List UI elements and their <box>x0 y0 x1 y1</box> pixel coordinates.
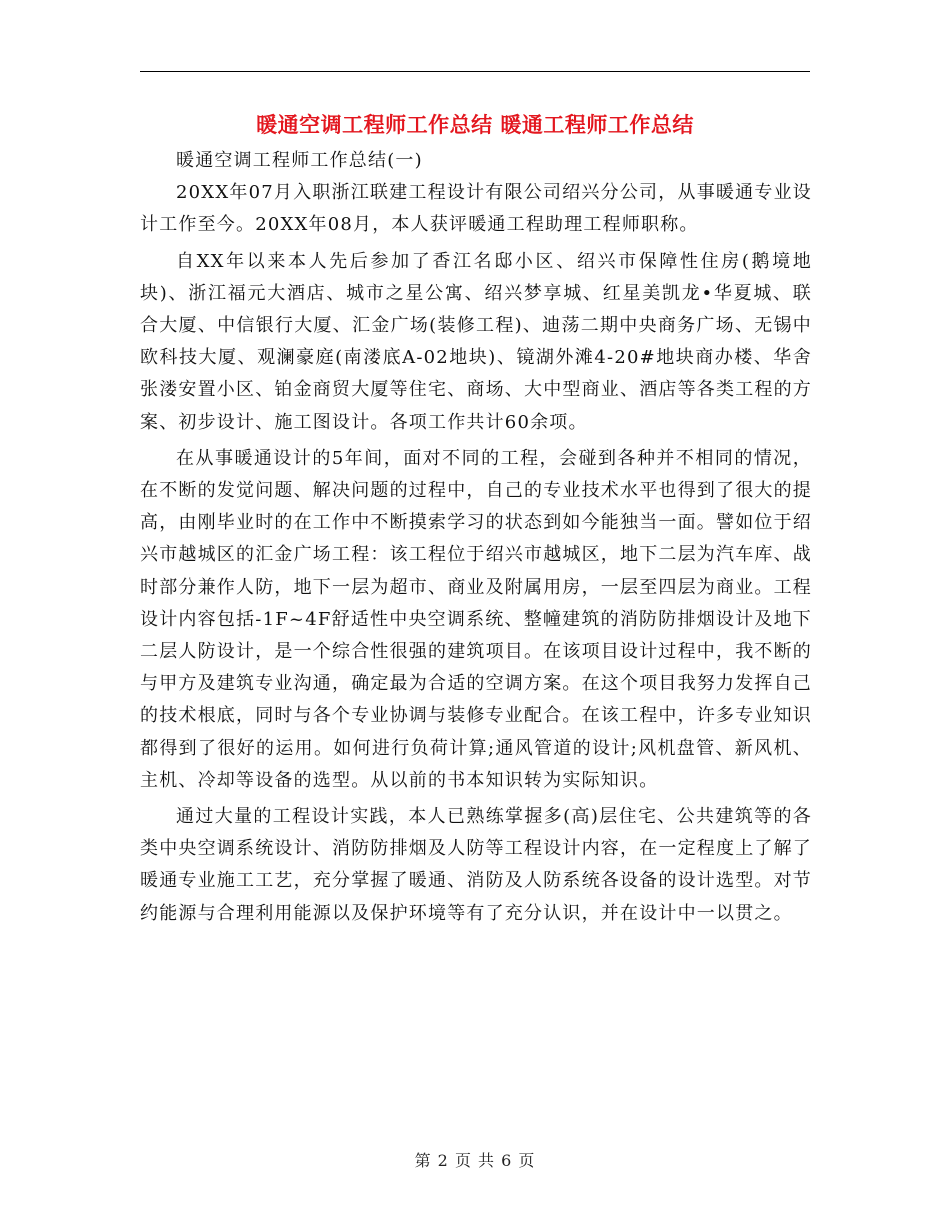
paragraph-experience: 在从事暖通设计的5年间，面对不同的工程，会碰到各种并不相同的情况，在不断的发觉问题、解决问题的过程中，自己的专业技术水平也得到了很大的提高，由刚毕业时的在工作中不断摸索学习的状态到如今能独当一面。譬如位于绍兴市越城区的汇金广场工程：该工程位于绍兴市越城区，地下二层为汽车库、战时部分兼作人防，地下一层为超市、商业及附属用房，一层至四层为商业。工程设计内容包括-1F~4F舒适性中央空调系统、整幢建筑的消防防排烟设计及地下二层人防设计，是一个综合性很强的建筑项目。在该项目设计过程中，我不断的与甲方及建筑专业沟通，确定最为合适的空调方案。在这个项目我努力发挥自己的技术根底，同时与各个专业协调与装修专业配合。在该工程中，许多专业知识都得到了很好的运用。如何进行负荷计算;通风管道的设计;风机盘管、新风机、主机、冷却等设备的选型。从以前的书本知识转为实际知识。 <box>140 447 812 791</box>
document-title: 暖通空调工程师工作总结 暖通工程师工作总结 <box>256 113 694 137</box>
header-rule <box>140 71 810 72</box>
section-heading: 暖通空调工程师工作总结(一) <box>176 150 423 171</box>
page-number-footer: 第 2 页 共 6 页 <box>414 1151 536 1170</box>
paragraph-intro: 20XX年07月入职浙江联建工程设计有限公司绍兴分公司，从事暖通专业设计工作至今。20XX年08月，本人获评暖通工程助理工程师职称。 <box>140 182 812 236</box>
document-body <box>140 145 812 930</box>
paragraph-skills: 通过大量的工程设计实践，本人已熟练掌握多(高)层住宅、公共建筑等的各类中央空调系统设计、消防防排烟及人防等工程设计内容，在一定程度上了解了暖通专业施工工艺，充分掌握了暖通、消防及人防系统各设备的设计选型。对节约能源与合理利用能源以及保护环境等有了充分认识，并在设计中一以贯之。 <box>140 806 812 924</box>
paragraph-projects: 自XX年以来本人先后参加了香江名邸小区、绍兴市保障性住房(鹅境地块)、浙江福元大酒店、城市之星公寓、绍兴梦享城、红星美凯龙•华夏城、联合大厦、中信银行大厦、汇金广场(装修工程)、迪荡二期中央商务广场、无锡中欧科技大厦、观澜豪庭(南溇底A-02地块)、镜湖外滩4-20#地块商办楼、华舍张溇安置小区、铂金商贸大厦等住宅、商场、大中型商业、酒店等各类工程的方案、初步设计、施工图设计。各项工作共计60余项。 <box>140 250 812 433</box>
